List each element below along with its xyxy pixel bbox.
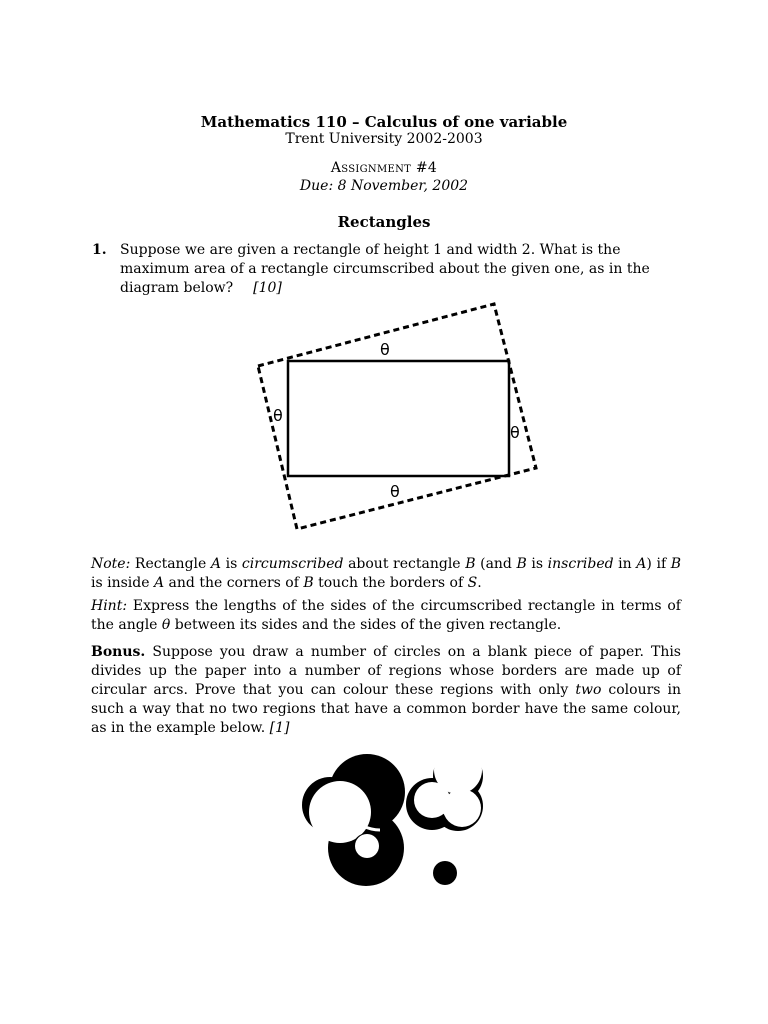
emphasis: inscribed [547,556,614,572]
note-text: Rectangle [130,556,211,572]
math-var: S [467,575,478,591]
university-line: Trent University 2002-2003 [285,131,483,147]
hint-label: Hint: [91,598,128,614]
note-text: is [526,556,548,572]
math-var: A [210,556,222,572]
angle-label-left: θ [273,406,283,425]
bonus-text: Suppose you draw a number of circles on a blank piece of paper. This divides up the paper into a number of regions whose borders are made up of circular arcs. Prove that you can colour these regions with only [91,644,681,698]
course-title: Mathematics 110 – Calculus of one variable [200,113,568,131]
hint-text: Express the lengths of the sides of the circumscribed rectangle in terms of the angle [91,598,681,633]
bonus-marks: [1] [269,720,290,736]
math-var: A [153,575,165,591]
angle-label-top: θ [380,340,390,359]
note-text: in [613,556,637,572]
math-var: B [465,556,476,572]
math-var: B [303,575,314,591]
circle-small-separate [433,861,457,885]
due-date: Due: 8 November, 2002 [299,178,469,194]
math-var: A [636,556,647,572]
note-text: . [477,575,482,591]
circle-inner-white [355,834,379,858]
note-label: Note: [91,556,131,572]
bonus-label: Bonus. [91,644,146,660]
problem-number: 1. [92,242,107,258]
note-text: touch the borders of [313,575,468,591]
note-text: is inside [91,575,154,591]
note-text: about rectangle [343,556,466,572]
problem-marks: [10] [253,280,282,296]
note-text: is [221,556,242,572]
note-text: and the corners of [164,575,304,591]
emphasis: circumscribed [241,556,344,572]
math-var: B [516,556,527,572]
math-var: B [670,556,682,572]
section-title: Rectangles [337,213,431,231]
note-text: ) if [646,556,671,572]
note-text: (and [475,556,517,572]
problem-text: Suppose we are given a rectangle of height 1 and width 2. What is the maximum area of a rectangle circumscribed about the given one, as in the diagram below? [120,242,650,296]
assignment-title: Assignment #4 [330,160,438,176]
math-var: θ [161,617,171,633]
emphasis: two [575,682,602,698]
bonus-text: colours in such a way that no two regions that have a common border have the same colour, as in the example below. [91,682,682,736]
hint-text: between its sides and the sides of the given rectangle. [170,617,562,633]
angle-label-right: θ [510,423,520,442]
angle-label-bottom: θ [390,482,400,501]
